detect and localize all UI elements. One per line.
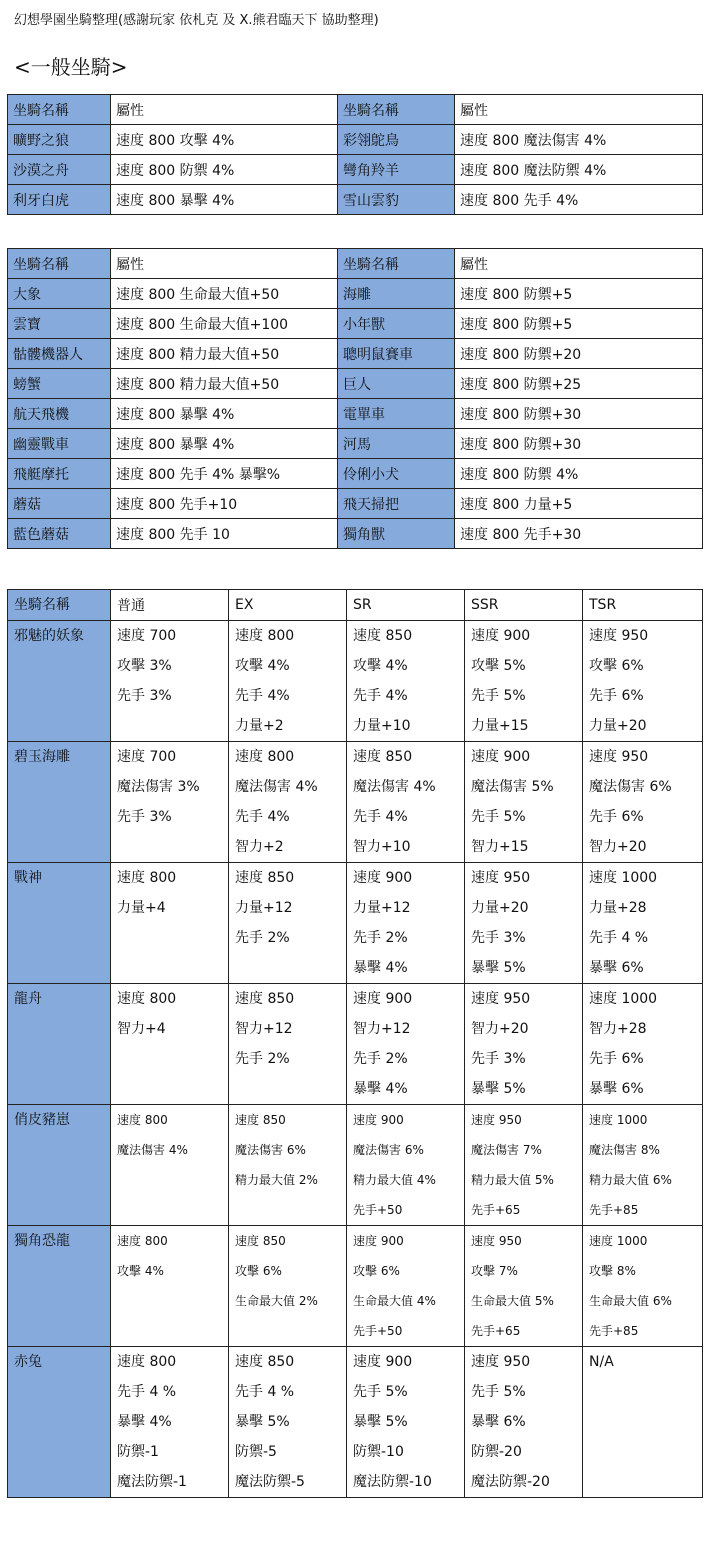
- stat-line: 魔法傷害 6%: [235, 1143, 306, 1157]
- attribute-cell: 速度 800 魔法防禦 4%: [455, 155, 703, 185]
- mount-name-cell: 電單車: [338, 399, 455, 429]
- stat-line: 速度 800: [117, 1234, 168, 1248]
- stat-line: 先手 4 %: [235, 1384, 295, 1400]
- stat-line: 速度 1000: [589, 1113, 648, 1127]
- tier-cell: [583, 1226, 703, 1347]
- tier-cell: [583, 742, 703, 863]
- tier-cell: [229, 1226, 347, 1347]
- stat-line: 力量+12: [353, 900, 411, 916]
- stat-line: 暴擊 5%: [235, 1414, 290, 1430]
- tier-cell: [347, 1347, 465, 1498]
- attribute-cell: 速度 800 精力最大值+50: [111, 369, 338, 399]
- column-header: TSR: [583, 590, 703, 621]
- column-header: 坐騎名稱: [338, 249, 455, 279]
- stat-line: 魔法傷害 6%: [589, 779, 672, 795]
- mount-name-cell: 巨人: [338, 369, 455, 399]
- stat-line: 先手 2%: [353, 930, 408, 946]
- stat-line: 先手 5%: [353, 1384, 408, 1400]
- table-row: [8, 309, 703, 339]
- table-row: [8, 1226, 703, 1347]
- table-row: [8, 621, 703, 742]
- stat-line: 先手+85: [589, 1324, 639, 1338]
- attribute-cell: 速度 800 先手+30: [455, 519, 703, 549]
- tier-cell: [111, 1105, 229, 1226]
- tier-cell: [583, 863, 703, 984]
- stat-line: 先手+85: [589, 1203, 639, 1217]
- mount-name-cell: 彩翎鴕鳥: [338, 125, 455, 155]
- tier-cell: [111, 984, 229, 1105]
- tier-cell: [465, 863, 583, 984]
- attribute-cell: 速度 800 防禦+30: [455, 429, 703, 459]
- mount-name-cell: 獨角獸: [338, 519, 455, 549]
- stat-line: 魔法防禦-10: [353, 1474, 432, 1490]
- attribute-cell: 速度 800 防禦 4%: [455, 459, 703, 489]
- attribute-cell: 速度 800 先手 4%: [455, 185, 703, 215]
- stat-line: 先手 5%: [471, 688, 526, 704]
- tier-cell: [111, 1226, 229, 1347]
- stat-line: 速度 800: [117, 1113, 168, 1127]
- stat-line: 防禦-10: [353, 1444, 404, 1460]
- mount-name-cell: 骷髏機器人: [8, 339, 111, 369]
- stat-line: 先手 4%: [353, 688, 408, 704]
- attribute-cell: 速度 800 先手+10: [111, 489, 338, 519]
- stat-line: 速度 850: [235, 1234, 286, 1248]
- column-header: 坐騎名稱: [8, 590, 111, 621]
- tier-cell: [111, 863, 229, 984]
- stat-line: 暴擊 6%: [589, 960, 644, 976]
- column-header: 普通: [111, 590, 229, 621]
- special-mounts-table: [7, 248, 703, 549]
- stat-line: N/A: [589, 1354, 614, 1370]
- page-title: 幻想學園坐騎整理(感謝玩家 依札克 及 X.熊君臨天下 協助整理): [14, 13, 379, 28]
- mount-name-cell: 河馬: [338, 429, 455, 459]
- stat-line: 智力+15: [471, 839, 529, 855]
- column-header: 坐騎名稱: [8, 249, 111, 279]
- stat-line: 速度 950: [471, 1113, 522, 1127]
- header-row: [8, 590, 703, 621]
- attribute-cell: 速度 800 防禦+25: [455, 369, 703, 399]
- tier-cell: [347, 742, 465, 863]
- tier-cell: [111, 742, 229, 863]
- mount-name-cell: 飛天掃把: [338, 489, 455, 519]
- attribute-cell: 速度 800 精力最大值+50: [111, 339, 338, 369]
- table-row: [8, 519, 703, 549]
- stat-line: 智力+20: [471, 1021, 529, 1037]
- attribute-cell: 速度 800 力量+5: [455, 489, 703, 519]
- mount-name-cell: 彎角羚羊: [338, 155, 455, 185]
- table-row: [8, 863, 703, 984]
- mount-name-cell: 藍色蘑菇: [8, 519, 111, 549]
- stat-line: 暴擊 4%: [117, 1414, 172, 1430]
- attribute-cell: 速度 800 防禦+5: [455, 309, 703, 339]
- mount-name-cell: 雪山雲豹: [338, 185, 455, 215]
- mount-name-cell: 獨角恐龍: [8, 1226, 111, 1347]
- stat-line: 攻擊 4%: [353, 658, 408, 674]
- stat-line: 先手 4%: [235, 688, 290, 704]
- stat-line: 攻擊 7%: [471, 1264, 518, 1278]
- stat-line: 力量+12: [235, 900, 293, 916]
- stat-line: 速度 950: [471, 991, 531, 1007]
- stat-line: 智力+12: [235, 1021, 293, 1037]
- stat-line: 精力最大值 4%: [353, 1173, 436, 1187]
- stat-line: 防禦-5: [235, 1444, 277, 1460]
- stat-line: 暴擊 5%: [471, 1081, 526, 1097]
- tier-cell: [465, 621, 583, 742]
- mount-name-cell: 小年獸: [338, 309, 455, 339]
- header-row: [8, 249, 703, 279]
- stat-line: 魔法傷害 5%: [471, 779, 554, 795]
- stat-line: 先手 6%: [589, 1051, 644, 1067]
- stat-line: 速度 800: [117, 870, 177, 886]
- tier-cell: [229, 863, 347, 984]
- stat-line: 先手 5%: [471, 1384, 526, 1400]
- attribute-cell: 速度 800 暴擊 4%: [111, 429, 338, 459]
- stat-line: 先手 2%: [235, 930, 290, 946]
- table-row: [8, 125, 703, 155]
- stat-line: 速度 850: [353, 628, 413, 644]
- stat-line: 攻擊 8%: [589, 1264, 636, 1278]
- tier-cell: [583, 621, 703, 742]
- stat-line: 暴擊 5%: [471, 960, 526, 976]
- tier-cell: [229, 1105, 347, 1226]
- tier-cell: [111, 1347, 229, 1498]
- stat-line: 攻擊 3%: [117, 658, 172, 674]
- mount-name-cell: 雲寶: [8, 309, 111, 339]
- stat-line: 速度 850: [235, 991, 295, 1007]
- stat-line: 先手 4%: [353, 809, 408, 825]
- stat-line: 速度 1000: [589, 1234, 648, 1248]
- stat-line: 先手 4 %: [589, 930, 649, 946]
- column-header: SR: [347, 590, 465, 621]
- stat-line: 魔法傷害 7%: [471, 1143, 542, 1157]
- stat-line: 暴擊 6%: [589, 1081, 644, 1097]
- stat-line: 先手 4 %: [117, 1384, 177, 1400]
- stat-line: 先手 3%: [117, 809, 172, 825]
- stat-line: 暴擊 6%: [471, 1414, 526, 1430]
- column-header: 屬性: [111, 95, 338, 125]
- stat-line: 速度 800: [235, 749, 295, 765]
- stat-line: 魔法防禦-20: [471, 1474, 550, 1490]
- tier-cell: [229, 1347, 347, 1498]
- tier-cell: [229, 621, 347, 742]
- stat-line: 智力+20: [589, 839, 647, 855]
- stat-line: 力量+4: [117, 900, 166, 916]
- stat-line: 速度 850: [235, 870, 295, 886]
- attribute-cell: 速度 800 防禦+20: [455, 339, 703, 369]
- stat-line: 速度 850: [235, 1354, 295, 1370]
- mount-name-cell: 沙漠之舟: [8, 155, 111, 185]
- table-row: [8, 1105, 703, 1226]
- mount-name-cell: 碧玉海雕: [8, 742, 111, 863]
- attribute-cell: 速度 800 生命最大值+100: [111, 309, 338, 339]
- stat-line: 魔法傷害 6%: [353, 1143, 424, 1157]
- stat-line: 先手 3%: [117, 688, 172, 704]
- table-row: [8, 742, 703, 863]
- mount-name-cell: 邪魅的妖象: [8, 621, 111, 742]
- mount-name-cell: 曠野之狼: [8, 125, 111, 155]
- attribute-cell: 速度 800 攻擊 4%: [111, 125, 338, 155]
- stat-line: 精力最大值 5%: [471, 1173, 554, 1187]
- stat-line: 精力最大值 6%: [589, 1173, 672, 1187]
- mount-name-cell: 蘑菇: [8, 489, 111, 519]
- table-row: [8, 399, 703, 429]
- mount-name-cell: 赤兔: [8, 1347, 111, 1498]
- table-row: [8, 429, 703, 459]
- stat-line: 暴擊 4%: [353, 1081, 408, 1097]
- stat-line: 防禦-1: [117, 1444, 159, 1460]
- stat-line: 力量+28: [589, 900, 647, 916]
- column-header: 屬性: [111, 249, 338, 279]
- stat-line: 先手 3%: [471, 1051, 526, 1067]
- tier-cell: [465, 984, 583, 1105]
- tier-cell: [229, 984, 347, 1105]
- mount-name-cell: 戰神: [8, 863, 111, 984]
- stat-line: 速度 900: [353, 1113, 404, 1127]
- stat-line: 速度 900: [353, 870, 413, 886]
- stat-line: 速度 700: [117, 749, 177, 765]
- tier-cell: [465, 1347, 583, 1498]
- tier-cell: [583, 1347, 703, 1498]
- stat-line: 魔法傷害 4%: [353, 779, 436, 795]
- table-row: [8, 185, 703, 215]
- tier-cell: [111, 621, 229, 742]
- stat-line: 先手 4%: [235, 809, 290, 825]
- stat-line: 速度 950: [471, 870, 531, 886]
- mount-name-cell: 航天飛機: [8, 399, 111, 429]
- tier-cell: [347, 621, 465, 742]
- stat-line: 先手+65: [471, 1324, 521, 1338]
- mount-name-cell: 龍舟: [8, 984, 111, 1105]
- stat-line: 攻擊 4%: [235, 658, 290, 674]
- stat-line: 智力+10: [353, 839, 411, 855]
- stat-line: 力量+10: [353, 718, 411, 734]
- column-header: 屬性: [455, 249, 703, 279]
- tier-cell: [583, 984, 703, 1105]
- stat-line: 生命最大值 5%: [471, 1294, 554, 1308]
- column-header: EX: [229, 590, 347, 621]
- basic-mounts-table: [7, 94, 703, 215]
- table-row: [8, 1347, 703, 1498]
- table-row: [8, 489, 703, 519]
- tier-cell: [465, 1105, 583, 1226]
- stat-line: 魔法傷害 4%: [235, 779, 318, 795]
- tier-cell: [347, 1105, 465, 1226]
- attribute-cell: 速度 800 先手 10: [111, 519, 338, 549]
- stat-line: 暴擊 5%: [353, 1414, 408, 1430]
- tier-cell: [465, 742, 583, 863]
- stat-line: 攻擊 6%: [353, 1264, 400, 1278]
- stat-line: 力量+2: [235, 718, 284, 734]
- attribute-cell: 速度 800 暴擊 4%: [111, 399, 338, 429]
- stat-line: 速度 1000: [589, 870, 658, 886]
- stat-line: 生命最大值 6%: [589, 1294, 672, 1308]
- stat-line: 速度 900: [353, 991, 413, 1007]
- stat-line: 先手 3%: [471, 930, 526, 946]
- attribute-cell: 速度 800 先手 4% 暴擊%: [111, 459, 338, 489]
- stat-line: 魔法傷害 3%: [117, 779, 200, 795]
- stat-line: 魔法防禦-5: [235, 1474, 305, 1490]
- stat-line: 速度 850: [353, 749, 413, 765]
- section-heading: <一般坐騎>: [14, 55, 128, 79]
- tier-cell: [229, 742, 347, 863]
- stat-line: 智力+12: [353, 1021, 411, 1037]
- stat-line: 力量+20: [589, 718, 647, 734]
- stat-line: 速度 900: [471, 749, 531, 765]
- stat-line: 魔法傷害 4%: [117, 1143, 188, 1157]
- stat-line: 精力最大值 2%: [235, 1173, 318, 1187]
- stat-line: 速度 850: [235, 1113, 286, 1127]
- stat-line: 速度 700: [117, 628, 177, 644]
- stat-line: 攻擊 6%: [235, 1264, 282, 1278]
- column-header: SSR: [465, 590, 583, 621]
- stat-line: 智力+28: [589, 1021, 647, 1037]
- stat-line: 先手 6%: [589, 809, 644, 825]
- stat-line: 先手+50: [353, 1203, 403, 1217]
- stat-line: 魔法防禦-1: [117, 1474, 187, 1490]
- stat-line: 防禦-20: [471, 1444, 522, 1460]
- stat-line: 速度 1000: [589, 991, 658, 1007]
- stat-line: 先手+65: [471, 1203, 521, 1217]
- stat-line: 速度 950: [589, 749, 649, 765]
- column-header: 屬性: [455, 95, 703, 125]
- stat-line: 速度 900: [353, 1354, 413, 1370]
- stat-line: 先手 6%: [589, 688, 644, 704]
- mount-name-cell: 聰明鼠賽車: [338, 339, 455, 369]
- mount-name-cell: 伶俐小犬: [338, 459, 455, 489]
- stat-line: 先手 2%: [235, 1051, 290, 1067]
- stat-line: 力量+20: [471, 900, 529, 916]
- stat-line: 暴擊 4%: [353, 960, 408, 976]
- stat-line: 先手 2%: [353, 1051, 408, 1067]
- table-row: [8, 984, 703, 1105]
- stat-line: 先手 5%: [471, 809, 526, 825]
- attribute-cell: 速度 800 暴擊 4%: [111, 185, 338, 215]
- stat-line: 速度 900: [471, 628, 531, 644]
- attribute-cell: 速度 800 防禦+5: [455, 279, 703, 309]
- column-header: 坐騎名稱: [8, 95, 111, 125]
- tier-cell: [465, 1226, 583, 1347]
- tier-cell: [347, 1226, 465, 1347]
- stat-line: 攻擊 4%: [117, 1264, 164, 1278]
- column-header: 坐騎名稱: [338, 95, 455, 125]
- stat-line: 魔法傷害 8%: [589, 1143, 660, 1157]
- stat-line: 生命最大值 4%: [353, 1294, 436, 1308]
- mount-name-cell: 大象: [8, 279, 111, 309]
- rarity-mounts-table: [7, 589, 703, 1498]
- attribute-cell: 速度 800 防禦+30: [455, 399, 703, 429]
- table-row: [8, 155, 703, 185]
- stat-line: 速度 800: [117, 1354, 177, 1370]
- mount-name-cell: 螃蟹: [8, 369, 111, 399]
- stat-line: 智力+4: [117, 1021, 166, 1037]
- table-row: [8, 279, 703, 309]
- attribute-cell: 速度 800 生命最大值+50: [111, 279, 338, 309]
- stat-line: 生命最大值 2%: [235, 1294, 318, 1308]
- stat-line: 力量+15: [471, 718, 529, 734]
- mount-name-cell: 利牙白虎: [8, 185, 111, 215]
- table-row: [8, 369, 703, 399]
- stat-line: 速度 800: [117, 991, 177, 1007]
- stat-line: 攻擊 5%: [471, 658, 526, 674]
- stat-line: 速度 950: [471, 1234, 522, 1248]
- stat-line: 速度 950: [471, 1354, 531, 1370]
- tier-cell: [347, 984, 465, 1105]
- mount-name-cell: 海雕: [338, 279, 455, 309]
- stat-line: 智力+2: [235, 839, 284, 855]
- tier-cell: [583, 1105, 703, 1226]
- stat-line: 速度 950: [589, 628, 649, 644]
- attribute-cell: 速度 800 防禦 4%: [111, 155, 338, 185]
- mount-name-cell: 俏皮豬崽: [8, 1105, 111, 1226]
- table-row: [8, 339, 703, 369]
- tier-cell: [347, 863, 465, 984]
- stat-line: 速度 900: [353, 1234, 404, 1248]
- stat-line: 攻擊 6%: [589, 658, 644, 674]
- mount-name-cell: 幽靈戰車: [8, 429, 111, 459]
- stat-line: 速度 800: [235, 628, 295, 644]
- mount-name-cell: 飛艇摩托: [8, 459, 111, 489]
- header-row: [8, 95, 703, 125]
- attribute-cell: 速度 800 魔法傷害 4%: [455, 125, 703, 155]
- stat-line: 先手+50: [353, 1324, 403, 1338]
- table-row: [8, 459, 703, 489]
